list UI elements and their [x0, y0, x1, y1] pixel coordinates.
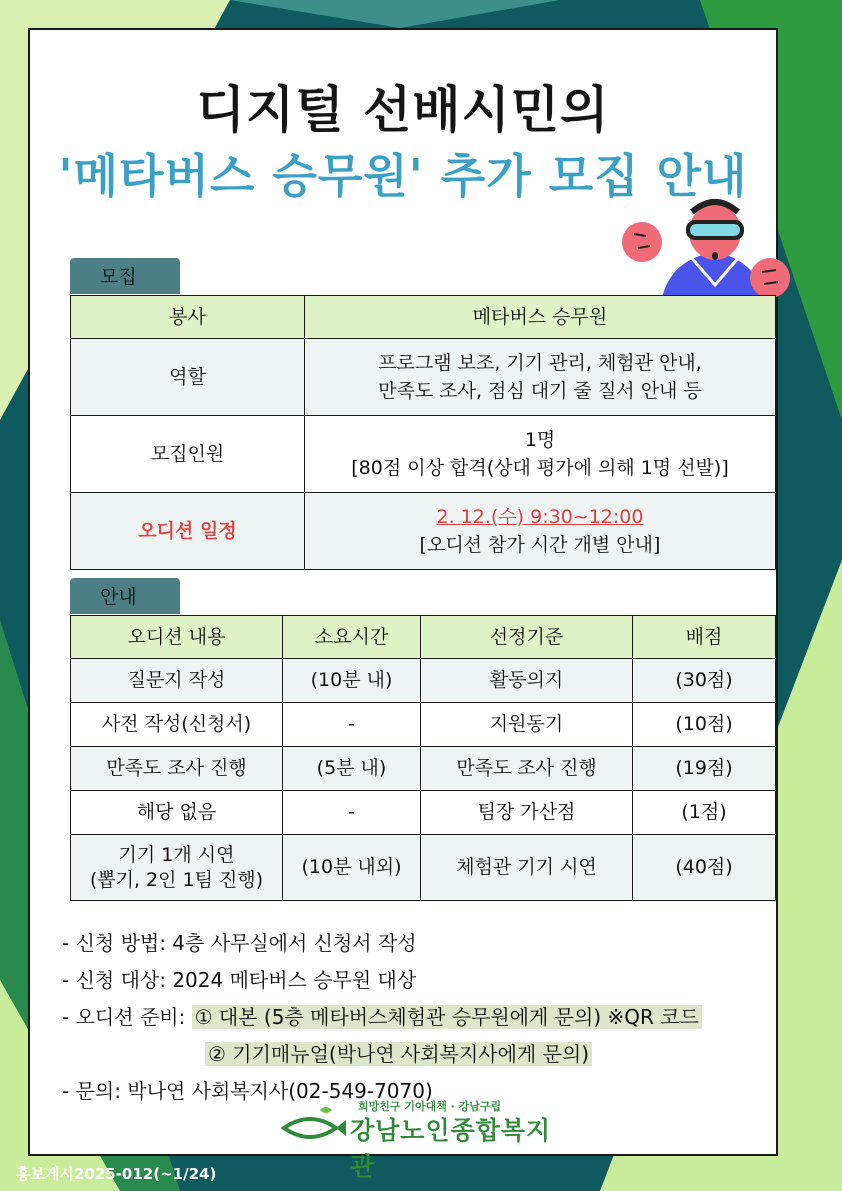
recruit-value: 메타버스 승무원	[305, 296, 776, 339]
table-row	[71, 416, 776, 493]
section-tag-recruit: 모집	[70, 258, 180, 294]
table-cell: -	[283, 791, 421, 835]
table-row	[71, 835, 776, 901]
audition-date: 2. 12.(수) 9:30~12:00	[436, 505, 644, 528]
table-cell: 만족도 조사 진행	[421, 747, 633, 791]
recruit-value	[305, 493, 776, 570]
fish-leaf-icon	[280, 1106, 348, 1146]
organization-logo	[280, 1098, 570, 1181]
recruit-value	[305, 416, 776, 493]
note-contact: - 문의: 박나연 사회복지사(02-549-7070)	[62, 1079, 433, 1103]
title-line1: 디지털 선배시민의	[196, 81, 610, 139]
recruit-label: 역할	[71, 339, 305, 416]
guide-table	[70, 615, 776, 901]
table-cell: (30점)	[633, 659, 776, 703]
note-audition-prep	[62, 999, 702, 1036]
table-row	[71, 791, 776, 835]
table-cell: 팀장 가산점	[421, 791, 633, 835]
recruit-label: 모집인원	[71, 416, 305, 493]
posting-code: 홍보게시2025-012(~1/24)	[16, 1165, 217, 1183]
table-cell: (19점)	[633, 747, 776, 791]
note-apply-target: - 신청 대상: 2024 메타버스 승무원 대상	[62, 968, 417, 992]
table-row	[71, 703, 776, 747]
table-cell: (40점)	[633, 835, 776, 901]
header-cell: 배점	[633, 616, 776, 659]
table-cell: 체험관 기기 시연	[421, 835, 633, 901]
note-apply-method: - 신청 방법: 4층 사무실에서 신청서 작성	[62, 931, 417, 955]
headcount-line2: [80점 이상 합격(상대 평가에 의해 1명 선발)]	[351, 457, 729, 479]
table-row	[71, 296, 776, 339]
audition-note: [오디션 참가 시간 개별 안내]	[419, 534, 661, 556]
header-cell: 오디션 내용	[71, 616, 283, 659]
note-prep-script: ① 대본 (5층 메타버스체험관 승무원에게 문의) ※QR 코드	[192, 1005, 702, 1029]
table-cell: 활동의지	[421, 659, 633, 703]
table-cell: 질문지 작성	[71, 659, 283, 703]
table-cell: 기기 1개 시연 (뽑기, 2인 1팀 진행)	[71, 835, 283, 901]
recruit-label-audition: 오디션 일정	[71, 493, 305, 570]
title-line2: '메타버스 승무원' 추가 모집 안내	[58, 149, 748, 203]
recruit-label: 봉사	[71, 296, 305, 339]
table-row	[71, 493, 776, 570]
note-prep-label: - 오디션 준비:	[62, 1005, 192, 1029]
table-row	[71, 747, 776, 791]
role-line2: 만족도 조사, 점심 대기 줄 질서 안내 등	[378, 380, 702, 402]
table-cell: (5분 내)	[283, 747, 421, 791]
section-tag-guide: 안내	[70, 578, 180, 614]
table-cell: 만족도 조사 진행	[71, 747, 283, 791]
table-cell: (10분 내)	[283, 659, 421, 703]
table-cell: 사전 작성(신청서)	[71, 703, 283, 747]
headcount-line1: 1명	[524, 428, 556, 451]
note-audition-prep-2	[62, 1036, 702, 1073]
header-cell: 선정기준	[421, 616, 633, 659]
table-row	[71, 616, 776, 659]
table-row	[71, 659, 776, 703]
table-cell: (10점)	[633, 703, 776, 747]
role-line1: 프로그램 보조, 기기 관리, 체험관 안내,	[378, 351, 702, 374]
vr-mascot-illustration	[620, 190, 790, 310]
table-cell: (10분 내외)	[283, 835, 421, 901]
table-cell: 지원동기	[421, 703, 633, 747]
logo-title: 강남노인종합복지관	[350, 1116, 552, 1181]
notes	[62, 925, 702, 1110]
recruit-table	[70, 295, 776, 570]
logo-subtitle: 희망친구 기아대책 · 강남구립	[358, 1100, 502, 1113]
table-cell: 해당 없음	[71, 791, 283, 835]
note-prep-manual: ② 기기매뉴얼(박나연 사회복지사에게 문의)	[205, 1042, 592, 1066]
header-cell: 소요시간	[283, 616, 421, 659]
recruit-value	[305, 339, 776, 416]
table-cell: (1점)	[633, 791, 776, 835]
table-cell: -	[283, 703, 421, 747]
table-row	[71, 339, 776, 416]
